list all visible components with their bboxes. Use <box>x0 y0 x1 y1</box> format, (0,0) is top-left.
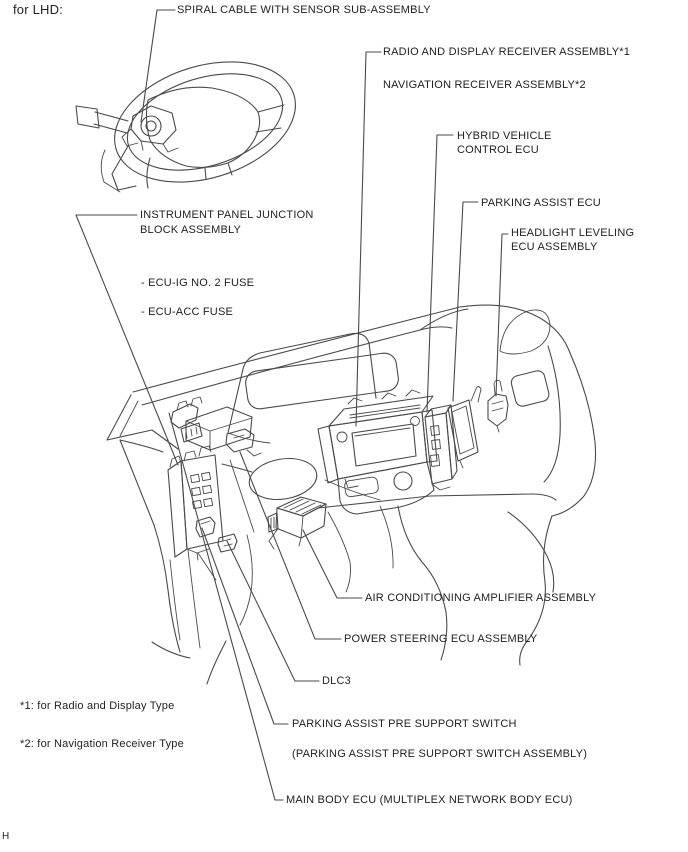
spiral-cable-part <box>131 106 176 144</box>
callout-dlc3: DLC3 <box>322 675 351 687</box>
leader-pre-support-switch <box>202 528 288 724</box>
callout-fuse-acc: - ECU-ACC FUSE <box>141 306 234 318</box>
leader-junction-block <box>76 215 178 465</box>
callout-power-steering: POWER STEERING ECU ASSEMBLY <box>344 633 538 645</box>
callout-hybrid-ecu-line2: CONTROL ECU <box>457 144 539 156</box>
main-body-ecu-drawing <box>171 397 252 450</box>
leader-dlc3 <box>227 541 319 681</box>
callout-junction-block-line1: INSTRUMENT PANEL JUNCTION <box>140 209 314 221</box>
steering-wheel-drawing <box>76 41 310 202</box>
callout-pre-support-switch: PARKING ASSIST PRE SUPPORT SWITCH <box>292 718 517 730</box>
callout-hybrid-ecu <box>457 129 552 157</box>
power-steering-ecu-drawing <box>226 429 261 456</box>
variant-label: for LHD: <box>13 2 64 17</box>
callout-ac-amplifier: AIR CONDITIONING AMPLIFIER ASSEMBLY <box>365 592 597 604</box>
footnote-1: *1: for Radio and Display Type <box>20 700 175 712</box>
callout-junction-block <box>140 208 313 238</box>
callout-pre-support-switch-assembly: (PARKING ASSIST PRE SUPPORT SWITCH ASSEMBLY) <box>292 748 588 760</box>
callout-spiral-cable: SPIRAL CABLE WITH SENSOR SUB-ASSEMBLY <box>177 4 431 16</box>
callout-navigation: NAVIGATION RECEIVER ASSEMBLY*2 <box>383 79 586 91</box>
glove-box <box>510 369 550 407</box>
junction-block-drawing <box>168 446 223 560</box>
page-mark: H <box>2 831 10 842</box>
leader-headlight-ecu <box>496 234 508 396</box>
ac-amplifier-drawing <box>268 497 326 549</box>
callout-junction-block-line2: BLOCK ASSEMBLY <box>140 224 242 236</box>
callout-parking-assist-ecu: PARKING ASSIST ECU <box>481 197 601 209</box>
callout-hybrid-ecu-line1: HYBRID VEHICLE <box>457 130 552 142</box>
callout-main-body-ecu: MAIN BODY ECU (MULTIPLEX NETWORK BODY ECU) <box>286 794 573 806</box>
callout-radio: RADIO AND DISPLAY RECEIVER ASSEMBLY*1 <box>383 46 631 58</box>
headlight-leveling-ecu-drawing <box>488 380 508 432</box>
callout-fuse-ig: - ECU-IG NO. 2 FUSE <box>141 277 255 289</box>
callout-headlight-ecu-line2: ECU ASSEMBLY <box>511 241 598 253</box>
hybrid-control-ecu-drawing <box>425 405 457 490</box>
cluster-opening <box>244 352 400 411</box>
leader-main-body-ecu <box>169 413 283 800</box>
leader-hybrid-ecu <box>427 135 453 412</box>
leader-ac-amplifier <box>303 530 362 598</box>
radio-receiver-drawing <box>318 390 437 514</box>
leader-radio <box>356 52 381 426</box>
callout-headlight-ecu-line1: HEADLIGHT LEVELING <box>511 227 635 239</box>
leader-parking-assist-ecu <box>453 202 478 401</box>
callout-headlight-ecu <box>511 226 634 254</box>
footnote-2: *2: for Navigation Receiver Type <box>20 738 184 750</box>
dashboard-drawing <box>107 305 596 684</box>
